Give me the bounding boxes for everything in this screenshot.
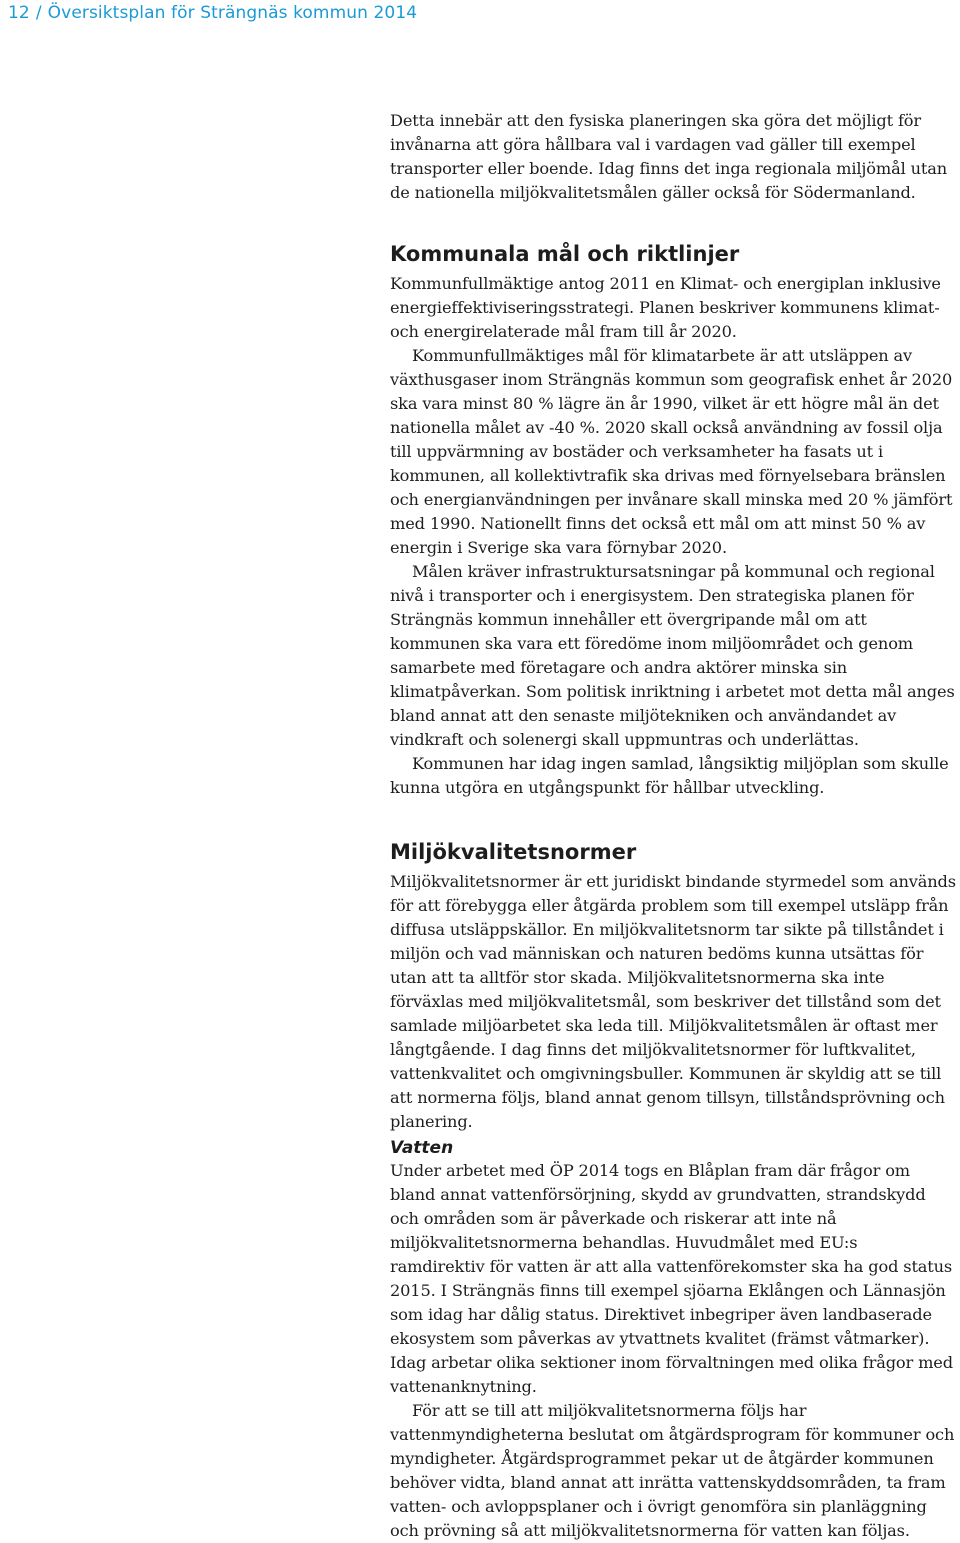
header-separator: / xyxy=(35,3,42,23)
page-number: 12 xyxy=(8,3,30,23)
kommunala-paragraph-2: Kommunfullmäktiges mål för klimatarbete är att utsläppen av växthusgaser inom Strängnäs kommun som geografisk enhet år 2020 ska vara minst 80 % lägre än år 1990, vilket är ett högre mål än det nationella målet av -40 %. 2020 skall också användning av fossil olja till uppvärmning av bostäder och verksamheter ha fasats ut i kommunen, all kollektivtrafik ska drivas med förnyelsebara bränslen och energianvändningen per invånare skall minska med 20 % jämfört med 1990. Nationellt finns det också ett mål om att minst 50 % av energin i Sverige ska vara förnybar 2020. xyxy=(390,346,953,557)
kommunala-section xyxy=(390,240,956,800)
document-title: Översiktsplan för Strängnäs kommun 2014 xyxy=(47,3,418,23)
vatten-paragraph-1: Under arbetet med ÖP 2014 togs en Blåplan fram där frågor om bland annat vattenförsörjning, skydd av grundvatten, strandskydd och områden som är påverkade och riskerar att inte nå miljökvalitetsnormerna behandlas. Huvudmålet med EU:s ramdirektiv för vatten är att alla vattenförekomster ska ha god status 2015. I Strängnäs finns till exempel sjöarna Eklången och Lännasjön som idag har dålig status. Direktivet inbegriper även landbaserade ekosystem som påverkas av ytvattnets kvalitet (främst våtmarker). Idag arbetar olika sektioner inom förvaltningen med olika frågor med vattenanknytning. xyxy=(390,1161,953,1396)
subheading-vatten: Vatten xyxy=(390,1138,454,1158)
intro-paragraph: Detta innebär att den fysiska planeringen ska göra det möjligt för invånarna att göra hållbara val i vardagen vad gäller till exempel transporter eller boende. Idag finns det inga regionala miljömål utan de nationella miljökvalitetsmålen gäller också för Södermanland. xyxy=(390,111,948,202)
section-heading-kommunala: Kommunala mål och riktlinjer xyxy=(390,242,740,266)
running-header xyxy=(8,3,417,23)
kommunala-paragraph-1: Kommunfullmäktige antog 2011 en Klimat- och energiplan inklusive energieffektiviseringsstrategi. Planen beskriver kommunens klimat- och energirelaterade mål fram till år 2020. xyxy=(390,274,941,341)
kommunala-paragraph-4: Kommunen har idag ingen samlad, långsiktig miljöplan som skulle kunna utgöra en utgångspunkt för hållbar utveckling. xyxy=(390,754,949,797)
miljo-paragraph-1: Miljökvalitetsnormer är ett juridiskt bindande styrmedel som används för att förebygga eller åtgärda problem som till exempel utsläpp från diffusa utsläppskällor. En miljökvalitetsnorm tar sikte på tillståndet i miljön och vad människan och naturen bedöms kunna utsättas för utan att ta alltför stor skada. Miljökvalitetsnormerna ska inte förväxlas med miljökvalitetsmål, som beskriver det tillstånd som det samlade miljöarbetet ska leda till. Miljökvalitetsmålen är oftast mer långtgående. I dag finns det miljökvalitetsnormer för luftkvalitet, vattenkvalitet och omgivningsbuller. Kommunen är skyldig att se till att normerna följs, bland annat genom tillsyn, tillståndsprövning och planering. xyxy=(390,872,956,1131)
section-heading-miljokvalitetsnormer: Miljökvalitetsnormer xyxy=(390,840,637,864)
kommunala-paragraph-3: Målen kräver infrastruktursatsningar på kommunal och regional nivå i transporter och i energisystem. Den strategiska planen för Strängnäs kommun innehåller ett övergripande mål om att kommunen ska vara ett föredöme inom miljöområdet och genom samarbete med företagare och andra aktörer minska sin klimatpåverkan. Som politisk inriktning i arbetet mot detta mål anges bland annat att den senaste miljötekniken och användandet av vindkraft och solenergi skall uppmuntras och underlättas. xyxy=(390,562,955,749)
miljo-section xyxy=(390,838,956,1134)
intro-section xyxy=(390,109,956,205)
vatten-paragraph-2: För att se till att miljökvalitetsnormerna följs har vattenmyndigheterna beslutat om åtgärdsprogram för kommuner och myndigheter. Åtgärdsprogrammet pekar ut de åtgärder kommunen behöver vidta, bland annat att inrätta vattenskyddsområden, ta fram vatten- och avloppsplaner och i övrigt genomföra sin planläggning och prövning så att miljökvalitetsnormerna för vatten kan följas. xyxy=(390,1401,955,1540)
vatten-section xyxy=(390,1137,956,1543)
